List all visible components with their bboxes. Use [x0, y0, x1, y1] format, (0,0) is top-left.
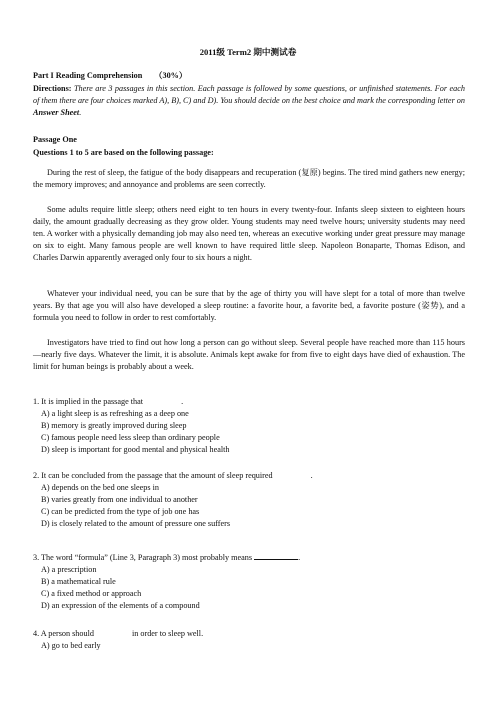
passage-paragraph: Whatever your individual need, you can be sure that by the age of thirty you will have slept for a total of more than twelve years. By that age you will also have developed a sleep routine: a favorite hour, a favorite bed, a favorite posture (姿势), and a formula you need to follow in order to rest comfortably. — [33, 289, 465, 322]
part-heading — [33, 70, 465, 82]
directions-label: Directions: — [33, 84, 72, 93]
question-2 — [33, 470, 465, 530]
stem-end: . — [298, 553, 301, 562]
question-1 — [33, 396, 465, 456]
option-c: C) a fixed method or approach — [41, 589, 142, 598]
part-score: （30%） — [154, 71, 188, 80]
passage-paragraph: Investigators have tried to find out how long a person can go without sleep. Several people have reached more than 115 hours—nearly five days. Whatever the limit, it is absolute. Animals kept awake for from five to eight days have died of exhaustion. The limit for human beings is probably about a week. — [33, 338, 465, 371]
question-4 — [33, 628, 465, 652]
stem-text: 2. It can be concluded from the passage that the amount of sleep required — [33, 471, 273, 480]
option-d: D) is closely related to the amount of pressure one suffers — [41, 519, 231, 528]
option-b: B) varies greatly from one individual to another — [41, 495, 198, 504]
passage-title: Passage One — [33, 135, 77, 144]
option-d: D) an expression of the elements of a compound — [41, 601, 200, 610]
option-c: C) can be predicted from the type of job one has — [41, 507, 200, 516]
option-a: A) go to bed early — [41, 641, 101, 650]
exam-title: 2011级 Term2 期中测试卷 — [199, 47, 297, 57]
passage-intro: Questions 1 to 5 are based on the following passage: — [33, 148, 214, 157]
question-stem — [33, 470, 465, 482]
answer-sheet-label: Answer Sheet — [33, 108, 80, 117]
question-3 — [33, 550, 465, 612]
passage-paragraph: During the rest of sleep, the fatigue of the body disappears and recuperation (复原) begins. The tired mind gathers new energy; the memory improves; and annoyance and problems are seen correctly. — [33, 168, 465, 189]
directions-end: . — [79, 108, 82, 117]
option-a: A) a prescription — [41, 565, 97, 574]
option-b: B) memory is greatly improved during sleep — [41, 421, 187, 430]
question-stem — [33, 396, 465, 408]
answer-underline — [254, 550, 301, 562]
stem-text: 3. The word “formula” (Line 3, Paragraph 3) most probably means — [33, 553, 253, 562]
part-heading-text: Part I Reading Comprehension — [33, 71, 143, 80]
passage-paragraph: Some adults require little sleep; others need eight to ten hours in every twenty-four. Infants sleep sixteen to eighteen hours daily, the amount gradually decreasing as they grow older. Young students may need twelve hours; university students may need ten. A worker with a physically demanding job may also need ten, whereas an executive working under great pressure may manage on six to eight. Many famous people are well known to have required little sleep. Napoleon Bonaparte, Thomas Edison, and Charles Darwin apparently averaged only four to six hours a night. — [33, 205, 465, 262]
stem-text: 4. A person should — [33, 629, 94, 638]
question-stem — [33, 550, 465, 564]
stem-end: . — [310, 471, 313, 480]
option-a: A) depends on the bed one sleeps in — [41, 483, 160, 492]
question-stem — [33, 628, 465, 640]
stem-end: . — [181, 397, 184, 406]
option-b: B) a mathematical rule — [41, 577, 116, 586]
stem-text: 1. It is implied in the passage that — [33, 397, 144, 406]
directions — [33, 83, 465, 119]
stem-end: in order to sleep well. — [131, 629, 204, 638]
directions-text: There are 3 passages in this section. Each passage is followed by some questions, or unfinished statements. For each of them there are four choices marked A), B), C) and D). You should decide on the best choice and mark the corresponding letter on — [33, 84, 465, 105]
option-a: A) a light sleep is as refreshing as a deep one — [41, 409, 189, 418]
option-c: C) famous people need less sleep than ordinary people — [41, 433, 220, 442]
option-d: D) sleep is important for good mental and physical health — [41, 445, 230, 454]
